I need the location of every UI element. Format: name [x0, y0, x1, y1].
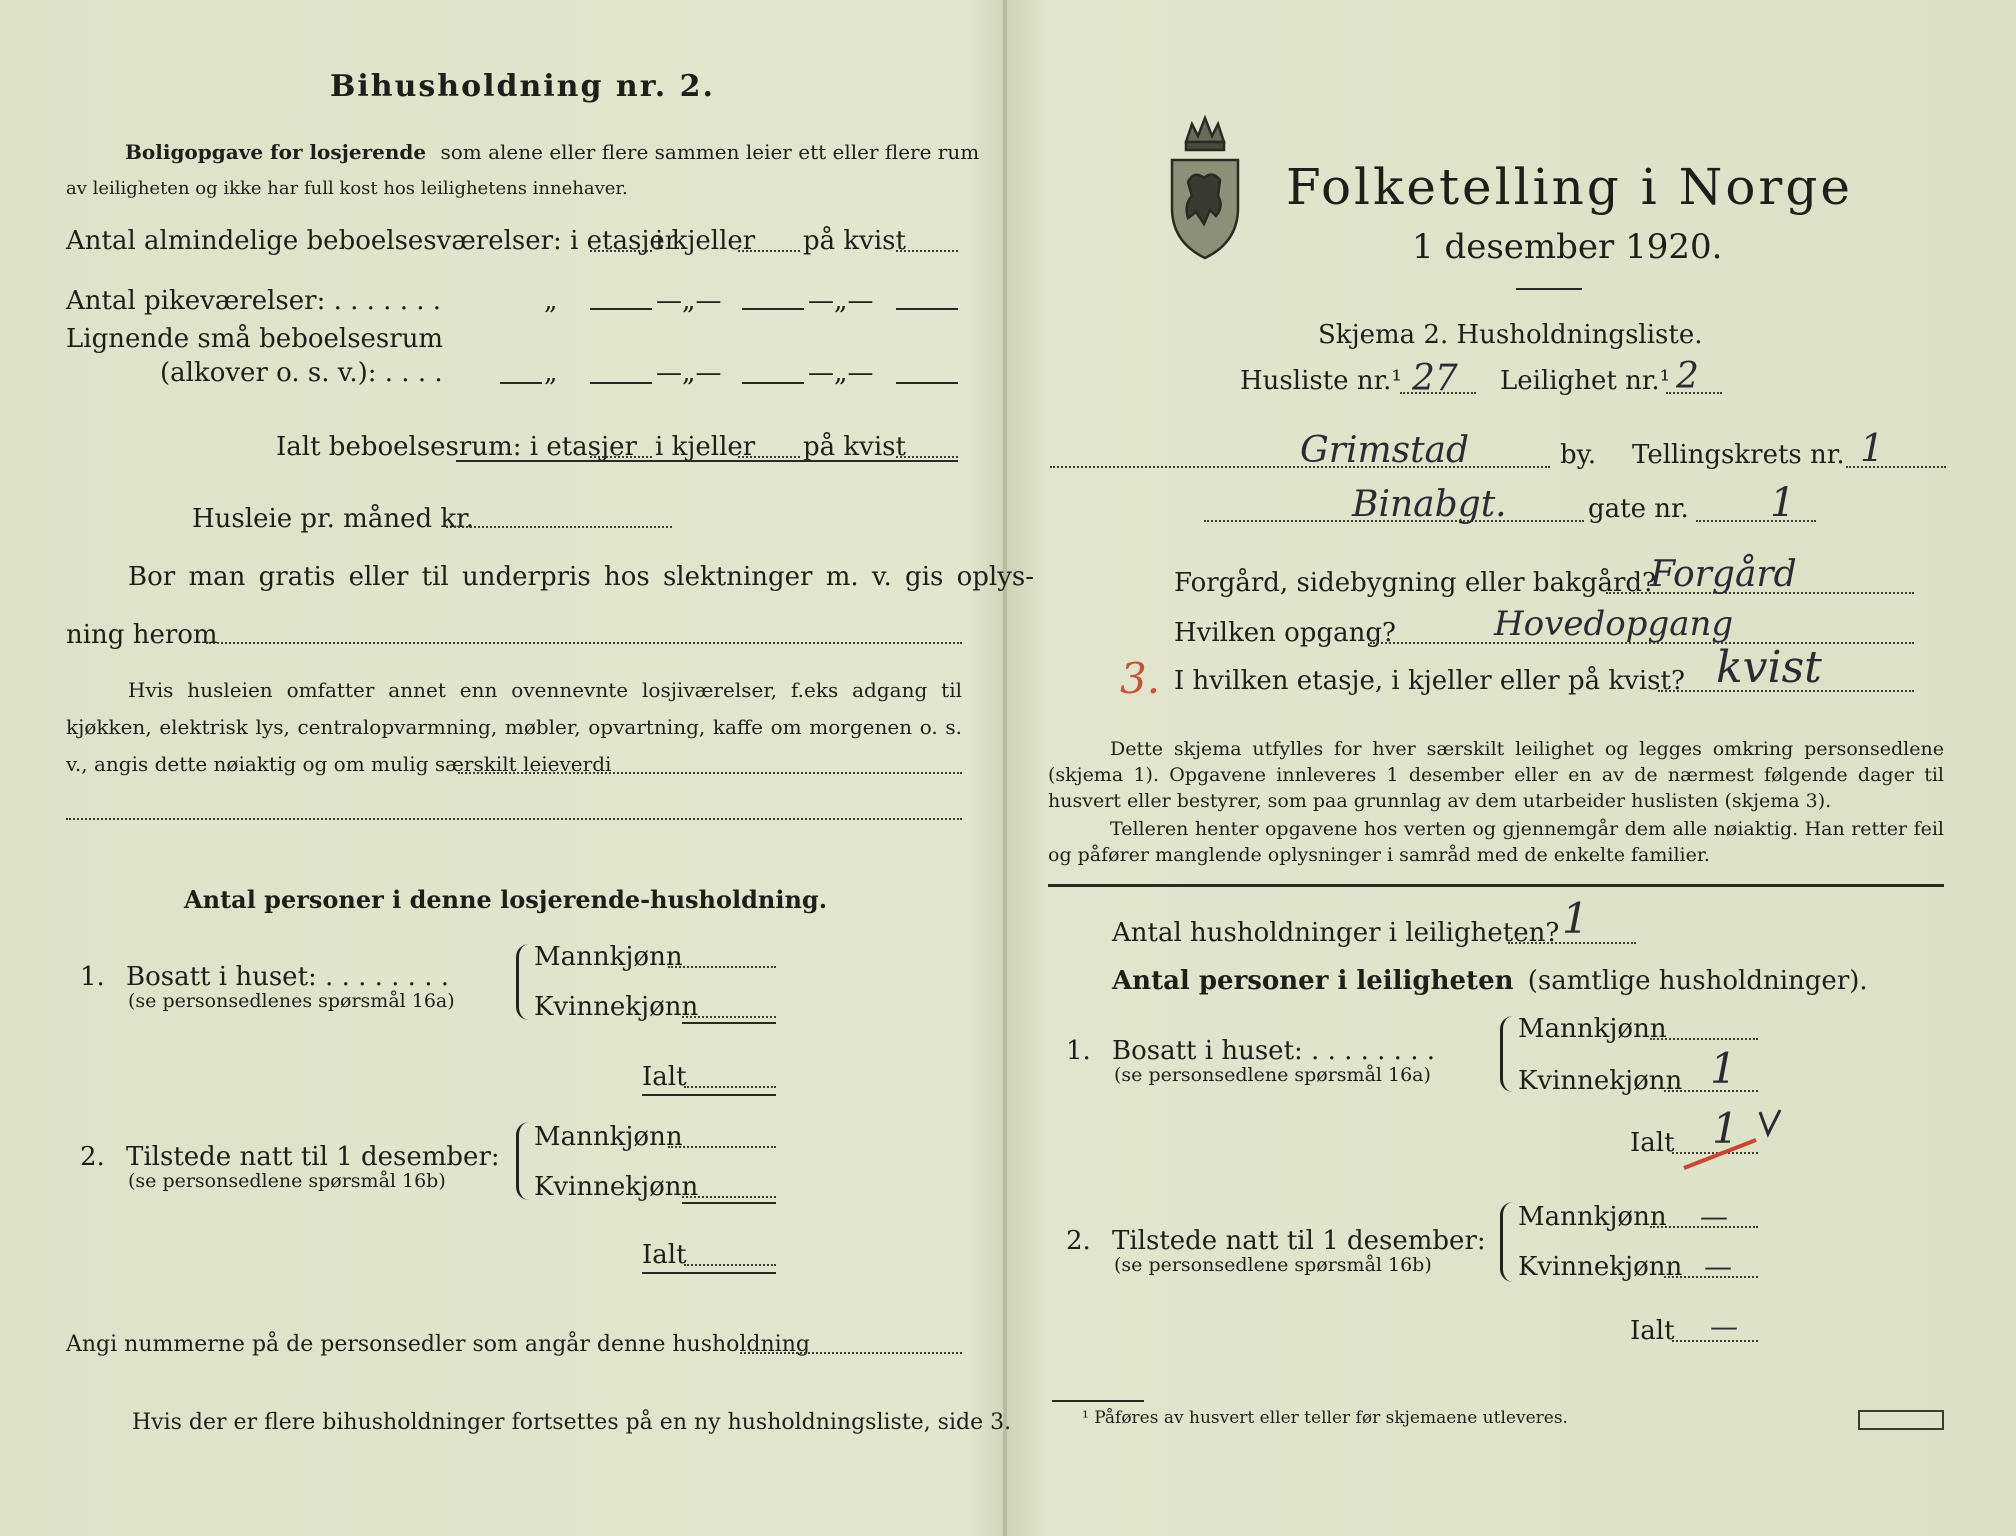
city-value[interactable]: Grimstad: [1300, 430, 1470, 471]
right-title: Folketelling i Norge: [1286, 158, 1853, 216]
red-check-mark-icon: [1680, 1104, 1790, 1176]
right-persons-header-rest: (samtlige husholdninger).: [1527, 966, 1868, 996]
ialt-underline: [456, 460, 958, 462]
right-q1-female-value[interactable]: 1: [1710, 1044, 1737, 1093]
left-q1-male-field[interactable]: [668, 966, 776, 968]
info-rule: [1048, 884, 1944, 887]
gratis-field[interactable]: [206, 642, 962, 644]
leilighet-value[interactable]: 2: [1676, 356, 1699, 397]
left-q2-note: (se personsedlene spørsmål 16b): [128, 1170, 446, 1192]
small-rooms-dash-1: —„—: [656, 358, 722, 388]
rooms-kjeller-label: i kjeller: [655, 226, 756, 256]
right-q1-total-label: Ialt: [1630, 1128, 1675, 1158]
left-title: Bihusholdning nr. 2.: [330, 69, 715, 104]
right-q2-brace: [1500, 1202, 1513, 1282]
right-q2-male-value[interactable]: —: [1700, 1200, 1728, 1233]
left-q1-note: (se personsedlenes spørsmål 16a): [128, 990, 455, 1012]
forgard-label: Forgård, sidebygning eller bakgård?: [1174, 568, 1656, 598]
small-rooms-field-3[interactable]: [896, 382, 958, 384]
right-q2-note: (se personsedlene spørsmål 16b): [1114, 1254, 1432, 1276]
right-q2-total-value[interactable]: —: [1710, 1310, 1738, 1343]
husliste-label: Husliste nr.¹: [1240, 366, 1402, 396]
ialt-rooms-label: Ialt beboelsesrum: i etasjer: [276, 432, 637, 462]
rooms-kvist-label: på kvist: [803, 226, 906, 256]
by-label: by.: [1560, 440, 1597, 470]
left-q2-female-label: Kvinnekjønn: [534, 1172, 699, 1202]
opgang-value[interactable]: Hovedopgang: [1494, 604, 1734, 644]
small-rooms-ditto: „: [544, 358, 558, 388]
left-intro-rest: som alene eller flere sammen leier ett eller flere rum: [440, 140, 980, 164]
page-fold: [1003, 0, 1007, 1536]
husliste-value[interactable]: 27: [1412, 358, 1458, 399]
left-q1-female-line: [682, 1022, 776, 1024]
left-q1-label: Bosatt i huset: . . . . . . . .: [126, 962, 450, 992]
right-q2-total-label: Ialt: [1630, 1316, 1675, 1346]
printer-stamp-icon: [1858, 1410, 1944, 1430]
left-footer: Hvis der er flere bihusholdninger fortsettes på en ny husholdningsliste, side 3.: [132, 1410, 1012, 1435]
schema-label: Skjema 2. Husholdningsliste.: [1318, 320, 1703, 350]
right-q2-label: Tilstede natt til 1 desember:: [1112, 1226, 1486, 1256]
ialt-kjeller-label: i kjeller: [655, 432, 756, 462]
right-q1-male-field[interactable]: [1650, 1038, 1758, 1040]
footnote-rule: [1052, 1400, 1144, 1402]
krets-label: Tellingskrets nr.: [1632, 440, 1845, 470]
rooms-etasjer-field[interactable]: [590, 250, 652, 252]
pike-label: Antal pikeværelser: . . . . . . .: [66, 286, 442, 316]
etasje-label: I hvilken etasje, i kjeller eller på kvist?: [1174, 666, 1685, 696]
extra-field[interactable]: [458, 772, 962, 774]
left-q2-label: Tilstede natt til 1 desember:: [126, 1142, 500, 1172]
rent-label: Husleie pr. måned kr.: [192, 504, 474, 534]
right-q2-male-label: Mannkjønn: [1518, 1202, 1667, 1232]
left-q2-female-field[interactable]: [682, 1196, 776, 1198]
pike-field-2[interactable]: [742, 308, 804, 310]
left-q2-female-line: [682, 1202, 776, 1204]
rooms-kjeller-field[interactable]: [738, 250, 800, 252]
left-q1-female-field[interactable]: [682, 1016, 776, 1018]
pike-field-1[interactable]: [590, 308, 652, 310]
small-rooms-field-0[interactable]: [500, 382, 542, 384]
krets-value[interactable]: 1: [1860, 426, 1885, 470]
right-persons-header: [1112, 968, 1868, 994]
left-q1-female-label: Kvinnekjønn: [534, 992, 699, 1022]
footnote: ¹ Påføres av husvert eller teller før skjemaene utleveres.: [1082, 1408, 1568, 1428]
rooms-kvist-field[interactable]: [896, 250, 958, 252]
ialt-kjeller-field[interactable]: [738, 456, 800, 458]
ialt-kvist-label: på kvist: [803, 432, 906, 462]
right-q1-female-label: Kvinnekjønn: [1518, 1066, 1683, 1096]
left-intro-bold: Boligopgave for losjerende: [125, 140, 427, 164]
forgard-value[interactable]: Forgård: [1650, 554, 1797, 595]
opgang-label: Hvilken opgang?: [1174, 618, 1396, 648]
rent-field[interactable]: [446, 526, 672, 528]
small-rooms-label-1: Lignende små beboelsesrum: [66, 324, 444, 354]
left-q2-total-label: Ialt: [642, 1240, 687, 1270]
numbers-field[interactable]: [740, 1352, 962, 1354]
street-value[interactable]: Binabgt.: [1352, 484, 1507, 525]
pike-ditto: „: [544, 286, 558, 316]
left-q2-total-line: [642, 1272, 776, 1274]
left-intro-line1: [125, 142, 979, 162]
left-q2-brace: [516, 1122, 529, 1200]
right-q1-male-label: Mannkjønn: [1518, 1014, 1667, 1044]
left-q1-total-field[interactable]: [684, 1086, 776, 1088]
title-rule: [1516, 288, 1582, 290]
left-q2-male-label: Mannkjønn: [534, 1122, 683, 1152]
info-paragraph-2: Telleren henter opgavene hos verten og gjennemgår dem alle nøiaktig. Han retter feil og påfører manglende oplysninger i samråd med de enkelte familier.: [1048, 818, 1944, 866]
pike-dash-2: —„—: [808, 286, 874, 316]
right-q1-brace: [1500, 1016, 1513, 1092]
pike-field-3[interactable]: [896, 308, 958, 310]
left-persons-header: Antal personer i denne losjerende-husholdning.: [184, 885, 828, 914]
ialt-kvist-field[interactable]: [896, 456, 958, 458]
households-label: Antal husholdninger i leiligheten?: [1112, 918, 1560, 948]
left-q1-num: 1.: [80, 962, 105, 992]
small-rooms-field-2[interactable]: [742, 382, 804, 384]
extra-paragraph: Hvis husleien omfatter annet enn ovennevnte losjiværelser, f.eks adgang til kjøkken, elektrisk lys, centralopvarmning, møbler, opvartning, kaffe om morgenen o. s. v., angis dette nøiaktig og om mulig særskilt leieverdi: [66, 678, 962, 776]
rooms-label: Antal almindelige beboelsesværelser: i etasjer: [66, 226, 678, 256]
gratis-line1: Bor man gratis eller til underpris hos slektninger m. v. gis oplys-: [128, 562, 1035, 592]
right-q2-female-value[interactable]: —: [1704, 1250, 1732, 1283]
numbers-label: Angi nummerne på de personsedler som angår denne husholdning: [66, 1332, 810, 1357]
extra-field-2[interactable]: [66, 818, 962, 820]
left-q2-total-field[interactable]: [684, 1264, 776, 1266]
right-q1-num: 1.: [1066, 1036, 1091, 1066]
small-rooms-label-2: (alkover o. s. v.): . . . .: [160, 358, 443, 388]
left-q2-num: 2.: [80, 1142, 105, 1172]
small-rooms-field-1[interactable]: [590, 382, 652, 384]
coat-of-arms-icon: [1164, 112, 1246, 262]
pike-dash-1: —„—: [656, 286, 722, 316]
right-persons-header-bold: Antal personer i leiligheten: [1112, 966, 1514, 996]
left-q1-male-label: Mannkjønn: [534, 942, 683, 972]
gate-label: gate nr.: [1588, 494, 1689, 524]
leilighet-label: Leilighet nr.¹: [1500, 366, 1671, 396]
right-date: 1 desember 1920.: [1412, 227, 1723, 267]
etasje-value[interactable]: kvist: [1716, 642, 1822, 693]
right-q2-female-label: Kvinnekjønn: [1518, 1252, 1683, 1282]
left-q1-total-line: [642, 1094, 776, 1096]
left-q1-total-label: Ialt: [642, 1062, 687, 1092]
gratis-line2: ning herom: [66, 620, 218, 650]
households-value[interactable]: 1: [1562, 894, 1589, 943]
gate-value[interactable]: 1: [1770, 480, 1796, 526]
etasje-mark: 3.: [1120, 654, 1161, 703]
left-q2-male-field[interactable]: [668, 1146, 776, 1148]
right-q1-total-value[interactable]: 1: [1712, 1104, 1739, 1153]
gate-field[interactable]: [1696, 520, 1816, 522]
left-q1-brace: [516, 944, 529, 1020]
info-paragraph-1: Dette skjema utfylles for hver særskilt leilighet og legges omkring personsedlene (skjema 1). Opgavene innleveres 1 desember eller en av de nærmest følgende dager til husvert eller bestyrer, som paa grunnlag av dem utarbeider huslisten (skjema 3).: [1048, 738, 1944, 812]
small-rooms-dash-2: —„—: [808, 358, 874, 388]
right-q2-num: 2.: [1066, 1226, 1091, 1256]
ialt-etasjer-field[interactable]: [590, 456, 652, 458]
right-q1-label: Bosatt i huset: . . . . . . . .: [1112, 1036, 1436, 1066]
right-q1-note: (se personsedlene spørsmål 16a): [1114, 1064, 1431, 1086]
left-intro-line2: av leiligheten og ikke har full kost hos leilighetens innehaver.: [66, 178, 628, 199]
